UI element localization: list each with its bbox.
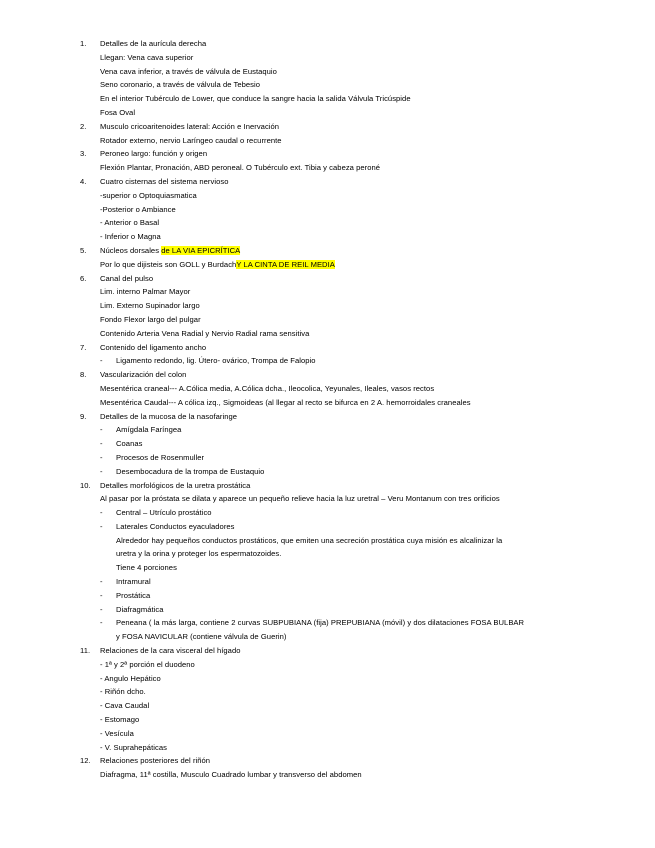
item-title: Vascularización del colon bbox=[100, 370, 187, 380]
bullet-text: Procesos de Rosenmuller bbox=[116, 452, 205, 462]
item-number: 11. bbox=[80, 646, 91, 656]
list-item-heading bbox=[80, 479, 620, 493]
bullet-line bbox=[80, 575, 620, 589]
bullet-text: Diafragmática bbox=[116, 604, 164, 614]
bullet-dash: - bbox=[100, 452, 103, 462]
text-line: Seno coronario, a través de válvula de Tebesio bbox=[100, 80, 261, 90]
bullet-text: Intramural bbox=[116, 577, 151, 587]
text-line: - V. Suprahepáticas bbox=[100, 742, 167, 752]
bullet-text: Amígdala Faríngea bbox=[116, 425, 182, 435]
item-title: Musculo cricoaritenoides lateral: Acción e Inervación bbox=[100, 121, 280, 131]
list-item-heading bbox=[80, 175, 620, 189]
bullet-dash: - bbox=[100, 439, 103, 449]
bullet-line bbox=[80, 423, 620, 437]
bullet-text: Laterales Conductos eyaculadores bbox=[116, 521, 235, 531]
text-line: Al pasar por la próstata se dilata y aparece un pequeño relieve hacia la luz uretral – Veru Montanum con tres orificios bbox=[100, 494, 500, 504]
item-number: 10. bbox=[80, 480, 91, 490]
item-number: 12. bbox=[80, 756, 91, 766]
text-line: Contenido Arteria Vena Radial y Nervio Radial rama sensitiva bbox=[100, 328, 310, 338]
text-line: Fondo Flexor largo del pulgar bbox=[100, 314, 201, 324]
bullet-line bbox=[80, 616, 620, 630]
bullet-dash: - bbox=[100, 356, 103, 366]
list-item-heading bbox=[80, 754, 620, 768]
list-item-heading bbox=[80, 120, 620, 134]
text-line: En el interior Tubérculo de Lower, que conduce la sangre hacia la salida Válvula Tricúspide bbox=[100, 94, 411, 104]
bullet-line bbox=[80, 589, 620, 603]
list-item-heading bbox=[80, 368, 620, 382]
bullet-line bbox=[80, 603, 620, 617]
list-item-heading bbox=[80, 410, 620, 424]
list-item-heading bbox=[80, 644, 620, 658]
text-line: - Vesícula bbox=[100, 728, 134, 738]
bullet-dash: - bbox=[100, 604, 103, 614]
text-line: Fosa Oval bbox=[100, 107, 136, 117]
text-line: uretra y la orina y proteger los espermatozoides. bbox=[116, 549, 282, 559]
text-line: - Inferior o Magna bbox=[100, 232, 161, 242]
bullet-line bbox=[80, 520, 620, 534]
item-title-plain: Núcleos dorsales bbox=[100, 245, 162, 255]
bullet-dash: - bbox=[100, 618, 103, 628]
list-item-heading bbox=[80, 272, 620, 286]
list-item-heading bbox=[80, 341, 620, 355]
list-item-heading bbox=[80, 147, 620, 161]
bullet-text: Peneana ( la más larga, contiene 2 curvas SUBPUBIANA (fija) PREPUBIANA (móvil) y dos dilataciones FOSA BULBAR bbox=[116, 618, 525, 628]
item-title bbox=[100, 244, 240, 258]
text-line bbox=[80, 258, 620, 272]
item-title: Relaciones posteriores del riñón bbox=[100, 756, 211, 766]
text-line: Lim. interno Palmar Mayor bbox=[100, 287, 191, 297]
bullet-dash: - bbox=[100, 508, 103, 518]
text-line: - Angulo Hepático bbox=[100, 673, 161, 683]
bullet-text: Prostática bbox=[116, 590, 151, 600]
text-line: Diafragma, 11ª costilla, Musculo Cuadrado lumbar y transverso del abdomen bbox=[100, 770, 362, 780]
list-item-heading bbox=[80, 37, 620, 51]
text-line: - 1ª y 2ª porción el duodeno bbox=[100, 659, 195, 669]
bullet-line bbox=[80, 465, 620, 479]
item-number: 5. bbox=[80, 245, 87, 255]
text-line: Mesentérica Caudal--- A cólica izq., Sigmoideas (al llegar al recto se bifurca en 2 A. hemorroidales craneales bbox=[100, 397, 471, 407]
text-line: - Anterior o Basal bbox=[100, 218, 160, 228]
text-line: Lim. Externo Supinador largo bbox=[100, 301, 200, 311]
item-title: Peroneo largo: función y origen bbox=[100, 149, 208, 159]
item-number: 9. bbox=[80, 411, 87, 421]
bullet-text: Desembocadura de la trompa de Eustaquio bbox=[116, 466, 265, 476]
highlighted-text: Y LA CINTA DE REIL MEDIA bbox=[236, 259, 335, 269]
text-plain: Por lo que dijisteis son GOLL y Burdach bbox=[100, 259, 237, 269]
item-title: Canal del pulso bbox=[100, 273, 154, 283]
list-item-heading bbox=[80, 244, 620, 258]
text-line: Mesentérica craneal--- A.Cólica media, A.Cólica dcha., Ileocolica, Yeyunales, Ileales, vasos rectos bbox=[100, 383, 435, 393]
bullet-dash: - bbox=[100, 577, 103, 587]
bullet-line bbox=[80, 437, 620, 451]
bullet-dash: - bbox=[100, 590, 103, 600]
text-line: Alrededor hay pequeños conductos prostáticos, que emiten una secreción prostática cuya misión es alcalinizar la bbox=[116, 535, 503, 545]
text-line: Tiene 4 porciones bbox=[116, 563, 177, 573]
bullet-dash: - bbox=[100, 466, 103, 476]
bullet-text: Coanas bbox=[116, 439, 143, 449]
text-line: -superior o Optoquiasmatica bbox=[100, 190, 197, 200]
text-line: y FOSA NAVICULAR (contiene válvula de Guerin) bbox=[116, 632, 287, 642]
document-body bbox=[80, 37, 620, 782]
bullet-text: Central – Utrículo prostático bbox=[116, 508, 212, 518]
item-number: 3. bbox=[80, 149, 87, 159]
bullet-dash: - bbox=[100, 521, 103, 531]
item-number: 4. bbox=[80, 176, 87, 186]
item-title: Relaciones de la cara visceral del hígado bbox=[100, 646, 241, 656]
text-line: - Estomago bbox=[100, 715, 140, 725]
bullet-dash: - bbox=[100, 425, 103, 435]
text-line: Llegan: Vena cava superior bbox=[100, 52, 194, 62]
text-line: -Posterior o Ambiance bbox=[100, 204, 176, 214]
text-line: - Cava Caudal bbox=[100, 701, 150, 711]
item-title: Cuatro cisternas del sistema nervioso bbox=[100, 176, 229, 186]
item-number: 1. bbox=[80, 39, 87, 48]
highlighted-text: de LA VIA EPICRÍTICA bbox=[161, 245, 241, 255]
item-title: Contenido del ligamento ancho bbox=[100, 342, 207, 352]
bullet-text: Ligamento redondo, lig. Útero- ovárico, Trompa de Falopio bbox=[116, 356, 316, 366]
item-title: Detalles de la mucosa de la nasofaringe bbox=[100, 411, 238, 421]
bullet-line bbox=[80, 506, 620, 520]
text-line: Flexión Plantar, Pronación, ABD peroneal. O Tubérculo ext. Tibia y cabeza peroné bbox=[100, 163, 381, 173]
item-number: 8. bbox=[80, 370, 87, 380]
text-line: Vena cava inferior, a través de válvula de Eustaquio bbox=[100, 66, 277, 76]
item-title: Detalles morfológicos de la uretra prostática bbox=[100, 480, 251, 490]
text-line: - Riñón dcho. bbox=[100, 687, 146, 697]
item-number: 2. bbox=[80, 121, 87, 131]
item-title: Detalles de la aurícula derecha bbox=[100, 39, 207, 48]
item-number: 7. bbox=[80, 342, 87, 352]
bullet-line bbox=[80, 354, 620, 368]
text-line: Rotador externo, nervio Laríngeo caudal o recurrente bbox=[100, 135, 282, 145]
bullet-line bbox=[80, 451, 620, 465]
item-number: 6. bbox=[80, 273, 87, 283]
